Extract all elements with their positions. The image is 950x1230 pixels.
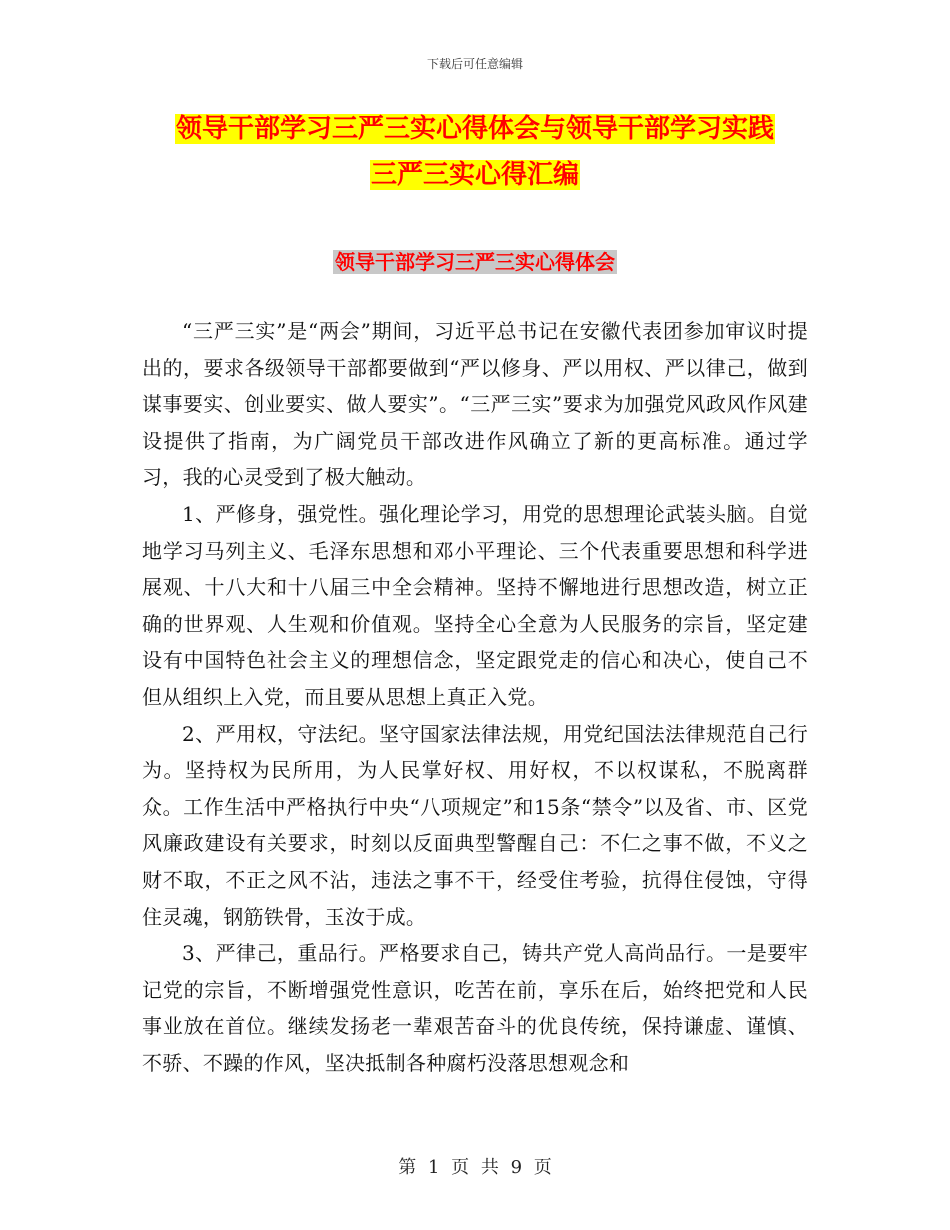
main-title-line-1 <box>0 110 950 148</box>
page-footer: 第 1 页 共 9 页 <box>398 1157 552 1178</box>
main-title-line-1-text: 领导干部学习三严三实心得体会与领导干部学习实践 <box>175 114 774 144</box>
paragraph-point-2: 2、严用权，守法纪。坚守国家法律法规，用党纪国法法律规范自己行为。坚持权为民所用，为人民掌好权、用好权，不以权谋私，不脱离群众。工作生活中严格执行中央“八项规定”和15条“禁令”以及省、市、区党风廉政建设有关要求，时刻以反面典型警醒自己：不仁之事不做，不义之财不取，不正之风不沾，违法之事不干，经受住考验，抗得住侵蚀，守得住灵魂，钢筋铁骨，玉汝于成。 <box>142 721 808 929</box>
main-title-line-2 <box>0 156 950 194</box>
paragraph-point-1: 1、严修身，强党性。强化理论学习，用党的思想理论武装头脑。自觉地学习马列主义、毛泽东思想和邓小平理论、三个代表重要思想和科学进展观、十八大和十八届三中全会精神。坚持不懈地进行思想改造，树立正确的世界观、人生观和价值观。坚持全心全意为人民服务的宗旨，坚定建设有中国特色社会主义的理想信念，坚定跟党走的信心和决心，使自己不但从组织上入党，而且要从思想上真正入党。 <box>142 501 808 709</box>
body-text <box>142 313 808 1081</box>
main-title-line-2-text: 三严三实心得汇编 <box>370 160 579 190</box>
paragraph-point-3: 3、严律己，重品行。严格要求自己，铸共产党人高尚品行。一是要牢记党的宗旨，不断增强党性意识，吃苦在前，享乐在后，始终把党和人民事业放在首位。继续发扬老一辈艰苦奋斗的优良传统，保持谦虚、谨慎、不骄、不躁的作风，坚决抵制各种腐朽没落思想观念和 <box>142 941 808 1075</box>
section-title-text: 领导干部学习三严三实心得体会 <box>335 250 615 274</box>
paragraph-intro: “三严三实”是“两会”期间，习近平总书记在安徽代表团参加审议时提出的，要求各级领导干部都要做到“严以修身、严以用权、严以律己，做到谋事要实、创业要实、做人要实”。“三严三实”要求为加强党风政风作风建设提供了指南，为广阔党员干部改进作风确立了新的更高标准。通过学习，我的心灵受到了极大触动。 <box>142 319 808 490</box>
header-note: 下载后可任意编辑 <box>426 57 523 71</box>
section-title <box>0 244 950 280</box>
